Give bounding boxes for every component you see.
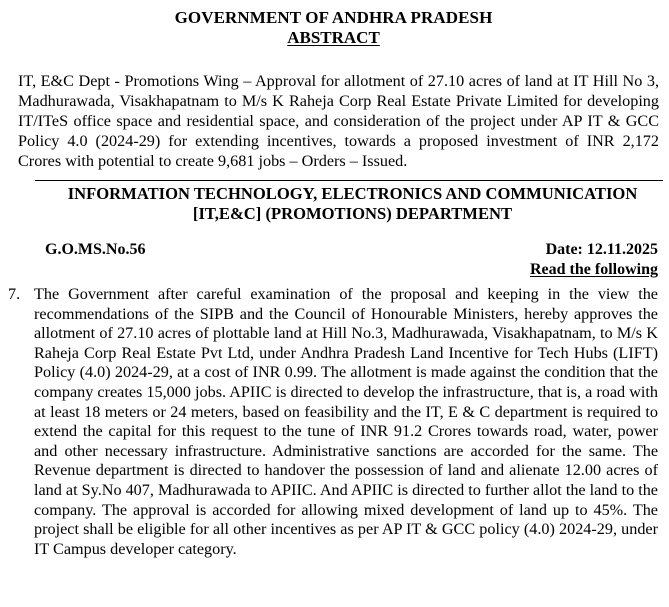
department-heading-line2: [IT,E&C] (PROMOTIONS) DEPARTMENT	[192, 204, 513, 223]
abstract-heading	[8, 28, 659, 48]
department-heading	[8, 184, 659, 224]
order-number: G.O.MS.No.56	[45, 241, 146, 258]
abstract-heading-text: ABSTRACT	[287, 28, 380, 47]
government-title: GOVERNMENT OF ANDHRA PRADESH	[174, 8, 493, 27]
order-meta-row	[8, 240, 659, 280]
read-the-following: Read the following	[530, 261, 658, 278]
paragraph-text: The Government after careful examination of the proposal and keeping in the view the recommendations of the SIPB and the Council of Honourable Ministers, hereby approves the allotment of 27.10 acres of plottable land at Hill No.3, Madhurawada, Visakhapatnam, to M/s K Raheja Corp Real Estate Pvt Ltd, under Andhra Pradesh Land Incentive for Tech Hubs (LIFT) Policy (4.0) 2024-29, at a cost of INR 0.99. The allotment is made against the condition that the company creates 15,000 jobs. APIIC is directed to develop the infrastructure, that is, a road with at least 18 meters or 24 meters, based on feasibility and the IT, E & C department is required to extend the capital for this request to the tune of INR 91.2 Crores towards road, water, power and other necessary infrastructure. Administrative sanctions are accorded for the same. The Revenue department is directed to handover the possession of land and alienate 12.00 acres of land at Sy.No 407, Madhurawada to APIIC. And APIIC is directed to further allot the land to the company. The approval is accorded for allowing mixed development of land up to 45%. The project shall be eligible for all other incentives as per AP IT & GCC policy (4.0) 2024-29, under IT Campus developer category.	[34, 285, 658, 558]
order-paragraph	[8, 285, 659, 559]
order-subject: IT, E&C Dept - Promotions Wing – Approval for allotment of 27.10 acres of land at IT Hill No 3, Madhurawada, Visakhapatnam to M/s K Raheja Corp Real Estate Private Limited for developing IT/ITeS office space and residential space, and consideration of the project under AP IT & GCC Policy 4.0 (2024-29) for extending incentives, towards a proposed investment of INR 2,172 Crores with potential to create 9,681 jobs – Orders – Issued.	[18, 72, 659, 170]
section-divider	[35, 180, 663, 181]
order-date-block	[530, 240, 658, 280]
order-date: Date: 12.11.2025	[545, 241, 658, 258]
department-heading-line1: INFORMATION TECHNOLOGY, ELECTRONICS AND COMMUNICATION	[67, 184, 638, 203]
paragraph-number: 7.	[8, 285, 21, 303]
